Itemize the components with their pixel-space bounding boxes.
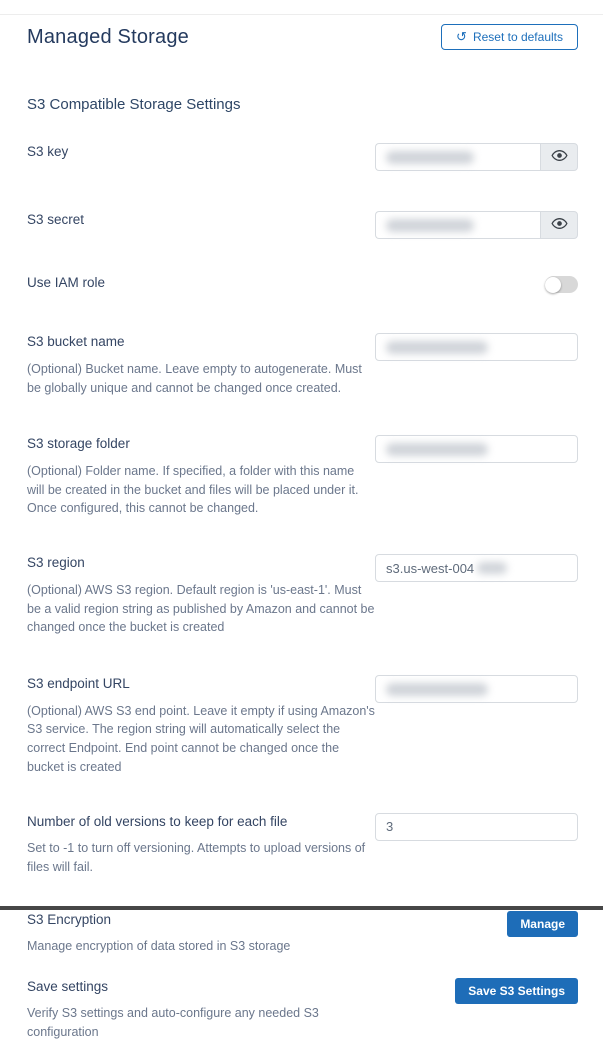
versions-to-keep-help: Set to -1 to turn off versioning. Attempts to upload versions of files will fail.: [27, 841, 366, 874]
manage-encryption-button[interactable]: Manage: [507, 911, 578, 937]
s3-endpoint-url-help: (Optional) AWS S3 end point. Leave it empty if using Amazon's S3 service. The region string will automatically select the correct Endpoint. End point cannot be changed once the bucket is created: [27, 703, 375, 774]
field-row-s3-endpoint-url: [27, 675, 578, 777]
save-settings-help: Verify S3 settings and auto-configure any needed S3 configuration: [27, 1006, 319, 1040]
s3-region-label: S3 region: [27, 555, 85, 571]
s3-encryption-help: Manage encryption of data stored in S3 storage: [27, 939, 291, 954]
field-row-s3-storage-folder: [27, 435, 578, 518]
settings-page: [0, 24, 603, 1042]
bottom-window-edge: [0, 906, 603, 910]
s3-bucket-name-help: (Optional) Bucket name. Leave empty to autogenerate. Must be globally unique and cannot be changed once created.: [27, 361, 362, 395]
redacted-value-blur: [386, 683, 488, 696]
reset-button-label: Reset to defaults: [472, 30, 563, 44]
s3-secret-input[interactable]: [375, 211, 540, 239]
reveal-s3-secret-button[interactable]: [540, 211, 578, 239]
s3-endpoint-url-input[interactable]: [375, 675, 578, 703]
page-title: Managed Storage: [27, 25, 190, 48]
top-divider: [0, 0, 603, 15]
reset-to-defaults-button[interactable]: [441, 24, 578, 50]
s3-region-input[interactable]: [375, 554, 578, 582]
s3-bucket-name-label: S3 bucket name: [27, 334, 125, 350]
toggle-knob: [545, 277, 561, 293]
redacted-value-blur: [477, 562, 507, 574]
page-header: [27, 24, 578, 50]
s3-endpoint-url-label: S3 endpoint URL: [27, 676, 130, 692]
field-row-s3-region: [27, 554, 578, 637]
field-row-s3-bucket-name: [27, 333, 578, 397]
redacted-value-blur: [386, 151, 474, 164]
s3-storage-folder-help: (Optional) Folder name. If specified, a folder with this name will be created in the bucket and files will be placed under it. Once configured, this cannot be changed.: [27, 463, 359, 516]
s3-region-help: (Optional) AWS S3 region. Default region is 'us-east-1'. Must be a valid region string as published by Amazon and cannot be changed once the bucket is created: [27, 582, 375, 635]
reveal-s3-key-button[interactable]: [540, 143, 578, 171]
versions-to-keep-label: Number of old versions to keep for each file: [27, 813, 288, 829]
s3-bucket-name-input[interactable]: [375, 333, 578, 361]
field-row-s3-key: [27, 143, 578, 171]
field-row-s3-secret: [27, 211, 578, 239]
s3-storage-folder-input[interactable]: [375, 435, 578, 463]
s3-key-input-group: [375, 143, 578, 171]
field-row-versions-to-keep: [27, 813, 578, 877]
save-settings-label: Save settings: [27, 978, 109, 994]
field-row-s3-encryption: [27, 911, 578, 956]
s3-region-value: s3.us-west-004: [386, 560, 475, 576]
versions-to-keep-input[interactable]: [375, 813, 578, 841]
redacted-value-blur: [386, 341, 488, 354]
s3-secret-input-group: [375, 211, 578, 239]
use-iam-role-toggle[interactable]: [545, 276, 578, 293]
redacted-value-blur: [386, 219, 474, 232]
field-row-use-iam-role: [27, 274, 578, 293]
reset-icon: ↺: [456, 28, 467, 44]
s3-secret-label: S3 secret: [27, 212, 85, 228]
s3-key-input[interactable]: [375, 143, 540, 171]
s3-storage-folder-label: S3 storage folder: [27, 436, 130, 452]
field-row-save-settings: [27, 978, 578, 1042]
s3-encryption-label: S3 Encryption: [27, 911, 112, 927]
section-heading: S3 Compatible Storage Settings: [27, 96, 241, 114]
eye-icon: [551, 215, 568, 235]
save-s3-settings-button[interactable]: Save S3 Settings: [455, 978, 578, 1004]
redacted-value-blur: [386, 443, 488, 456]
s3-key-label: S3 key: [27, 144, 69, 160]
eye-icon: [551, 147, 568, 167]
use-iam-role-label: Use IAM role: [27, 275, 106, 291]
